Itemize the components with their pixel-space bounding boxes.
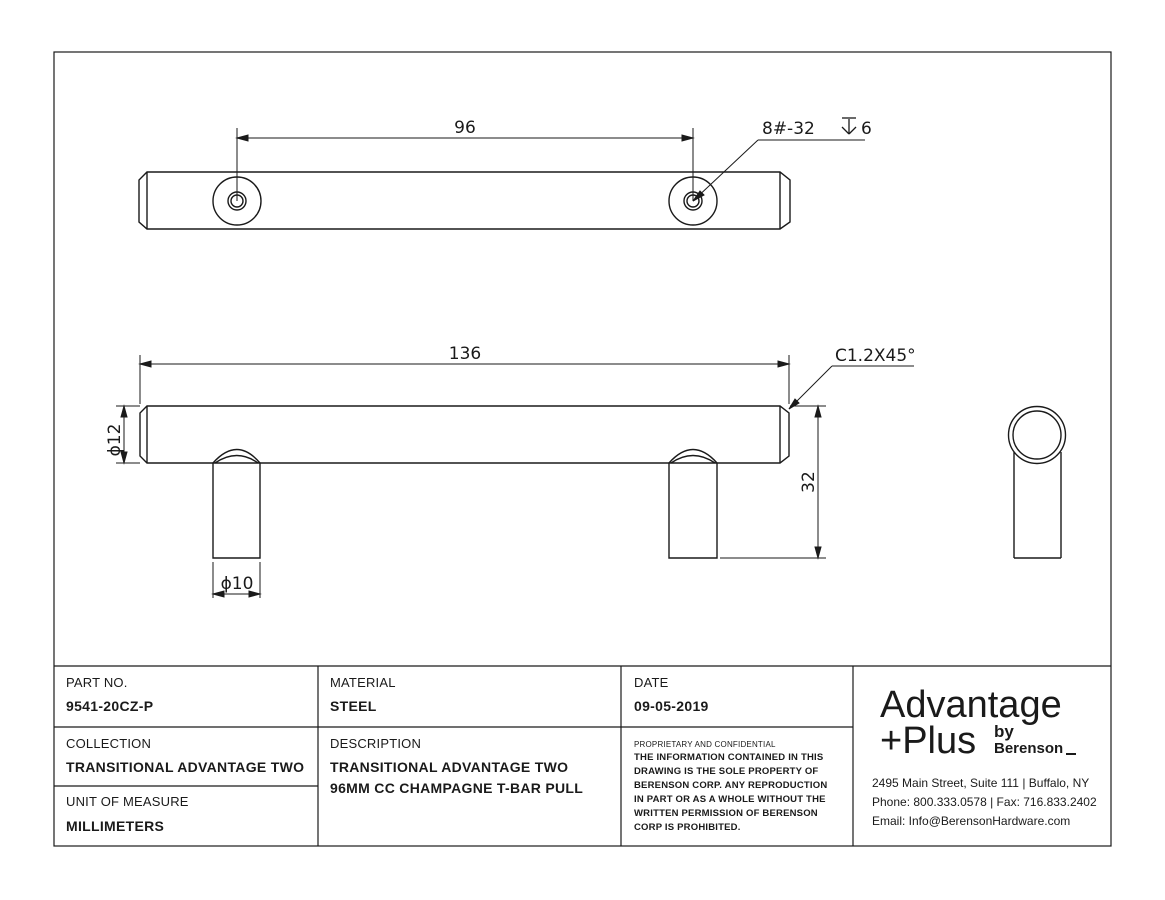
part-no-label: PART NO. xyxy=(66,675,128,690)
side-view xyxy=(1009,407,1066,559)
part-no-value: 9541-20CZ-P xyxy=(66,698,154,714)
company-phone: Phone: 800.333.0578 | Fax: 716.833.2402 xyxy=(872,795,1097,809)
front-view xyxy=(140,406,789,558)
logo-by: by xyxy=(994,722,1014,741)
depth-symbol-icon xyxy=(842,118,856,134)
unit-label: UNIT OF MEASURE xyxy=(66,794,189,809)
chamfer-text: C1.2X45° xyxy=(835,346,916,366)
material-label: MATERIAL xyxy=(330,675,396,690)
hole-spacing-dimension xyxy=(237,128,693,201)
material-value: STEEL xyxy=(330,698,377,714)
hole-callout-leader xyxy=(693,140,865,201)
left-post xyxy=(213,450,260,559)
unit-value: MILLIMETERS xyxy=(66,818,165,834)
proprietary-notice xyxy=(634,751,827,835)
proprietary-line: WRITTEN PERMISSION OF BERENSON xyxy=(634,808,818,819)
overall-length-text: 136 xyxy=(448,344,482,364)
company-email: Email: Info@BerensonHardware.com xyxy=(872,814,1071,828)
proprietary-line: BERENSON CORP. ANY REPRODUCTION xyxy=(634,780,828,791)
chamfer-leader xyxy=(789,366,914,409)
proprietary-heading: PROPRIETARY AND CONFIDENTIAL xyxy=(634,740,776,749)
post-diameter-text: ϕ10 xyxy=(220,574,254,594)
proprietary-line: CORP IS PROHIBITED. xyxy=(634,822,741,833)
proprietary-line: THE INFORMATION CONTAINED IN THIS xyxy=(634,752,824,763)
proprietary-line: IN PART OR AS A WHOLE WITHOUT THE xyxy=(634,794,826,805)
collection-value: TRANSITIONAL ADVANTAGE TWO xyxy=(66,759,305,775)
logo-plus: +Plus xyxy=(880,720,977,762)
collection-label: COLLECTION xyxy=(66,736,152,751)
description-line-1: TRANSITIONAL ADVANTAGE TWO xyxy=(330,759,569,775)
description-label: DESCRIPTION xyxy=(330,736,422,751)
date-label: DATE xyxy=(634,675,669,690)
bar-diameter-text: ϕ12 xyxy=(105,423,125,457)
company-address: 2495 Main Street, Suite 111 | Buffalo, NY xyxy=(872,776,1090,790)
logo-berenson: Berenson xyxy=(994,740,1064,757)
description-line-2: 96MM CC CHAMPAGNE T-BAR PULL xyxy=(330,780,584,796)
hole-callout-text: 8#-32 xyxy=(762,119,815,139)
projection-text: 32 xyxy=(799,471,819,493)
hole-spacing-text: 96 xyxy=(454,118,476,138)
right-post xyxy=(669,450,717,559)
date-value: 09-05-2019 xyxy=(634,698,709,714)
hole-depth-text: 6 xyxy=(861,119,872,139)
logo-advantage: Advantage xyxy=(880,684,1062,726)
company-contact xyxy=(872,774,1097,831)
logo-underline xyxy=(1066,753,1076,755)
proprietary-line: DRAWING IS THE SOLE PROPERTY OF xyxy=(634,766,819,777)
